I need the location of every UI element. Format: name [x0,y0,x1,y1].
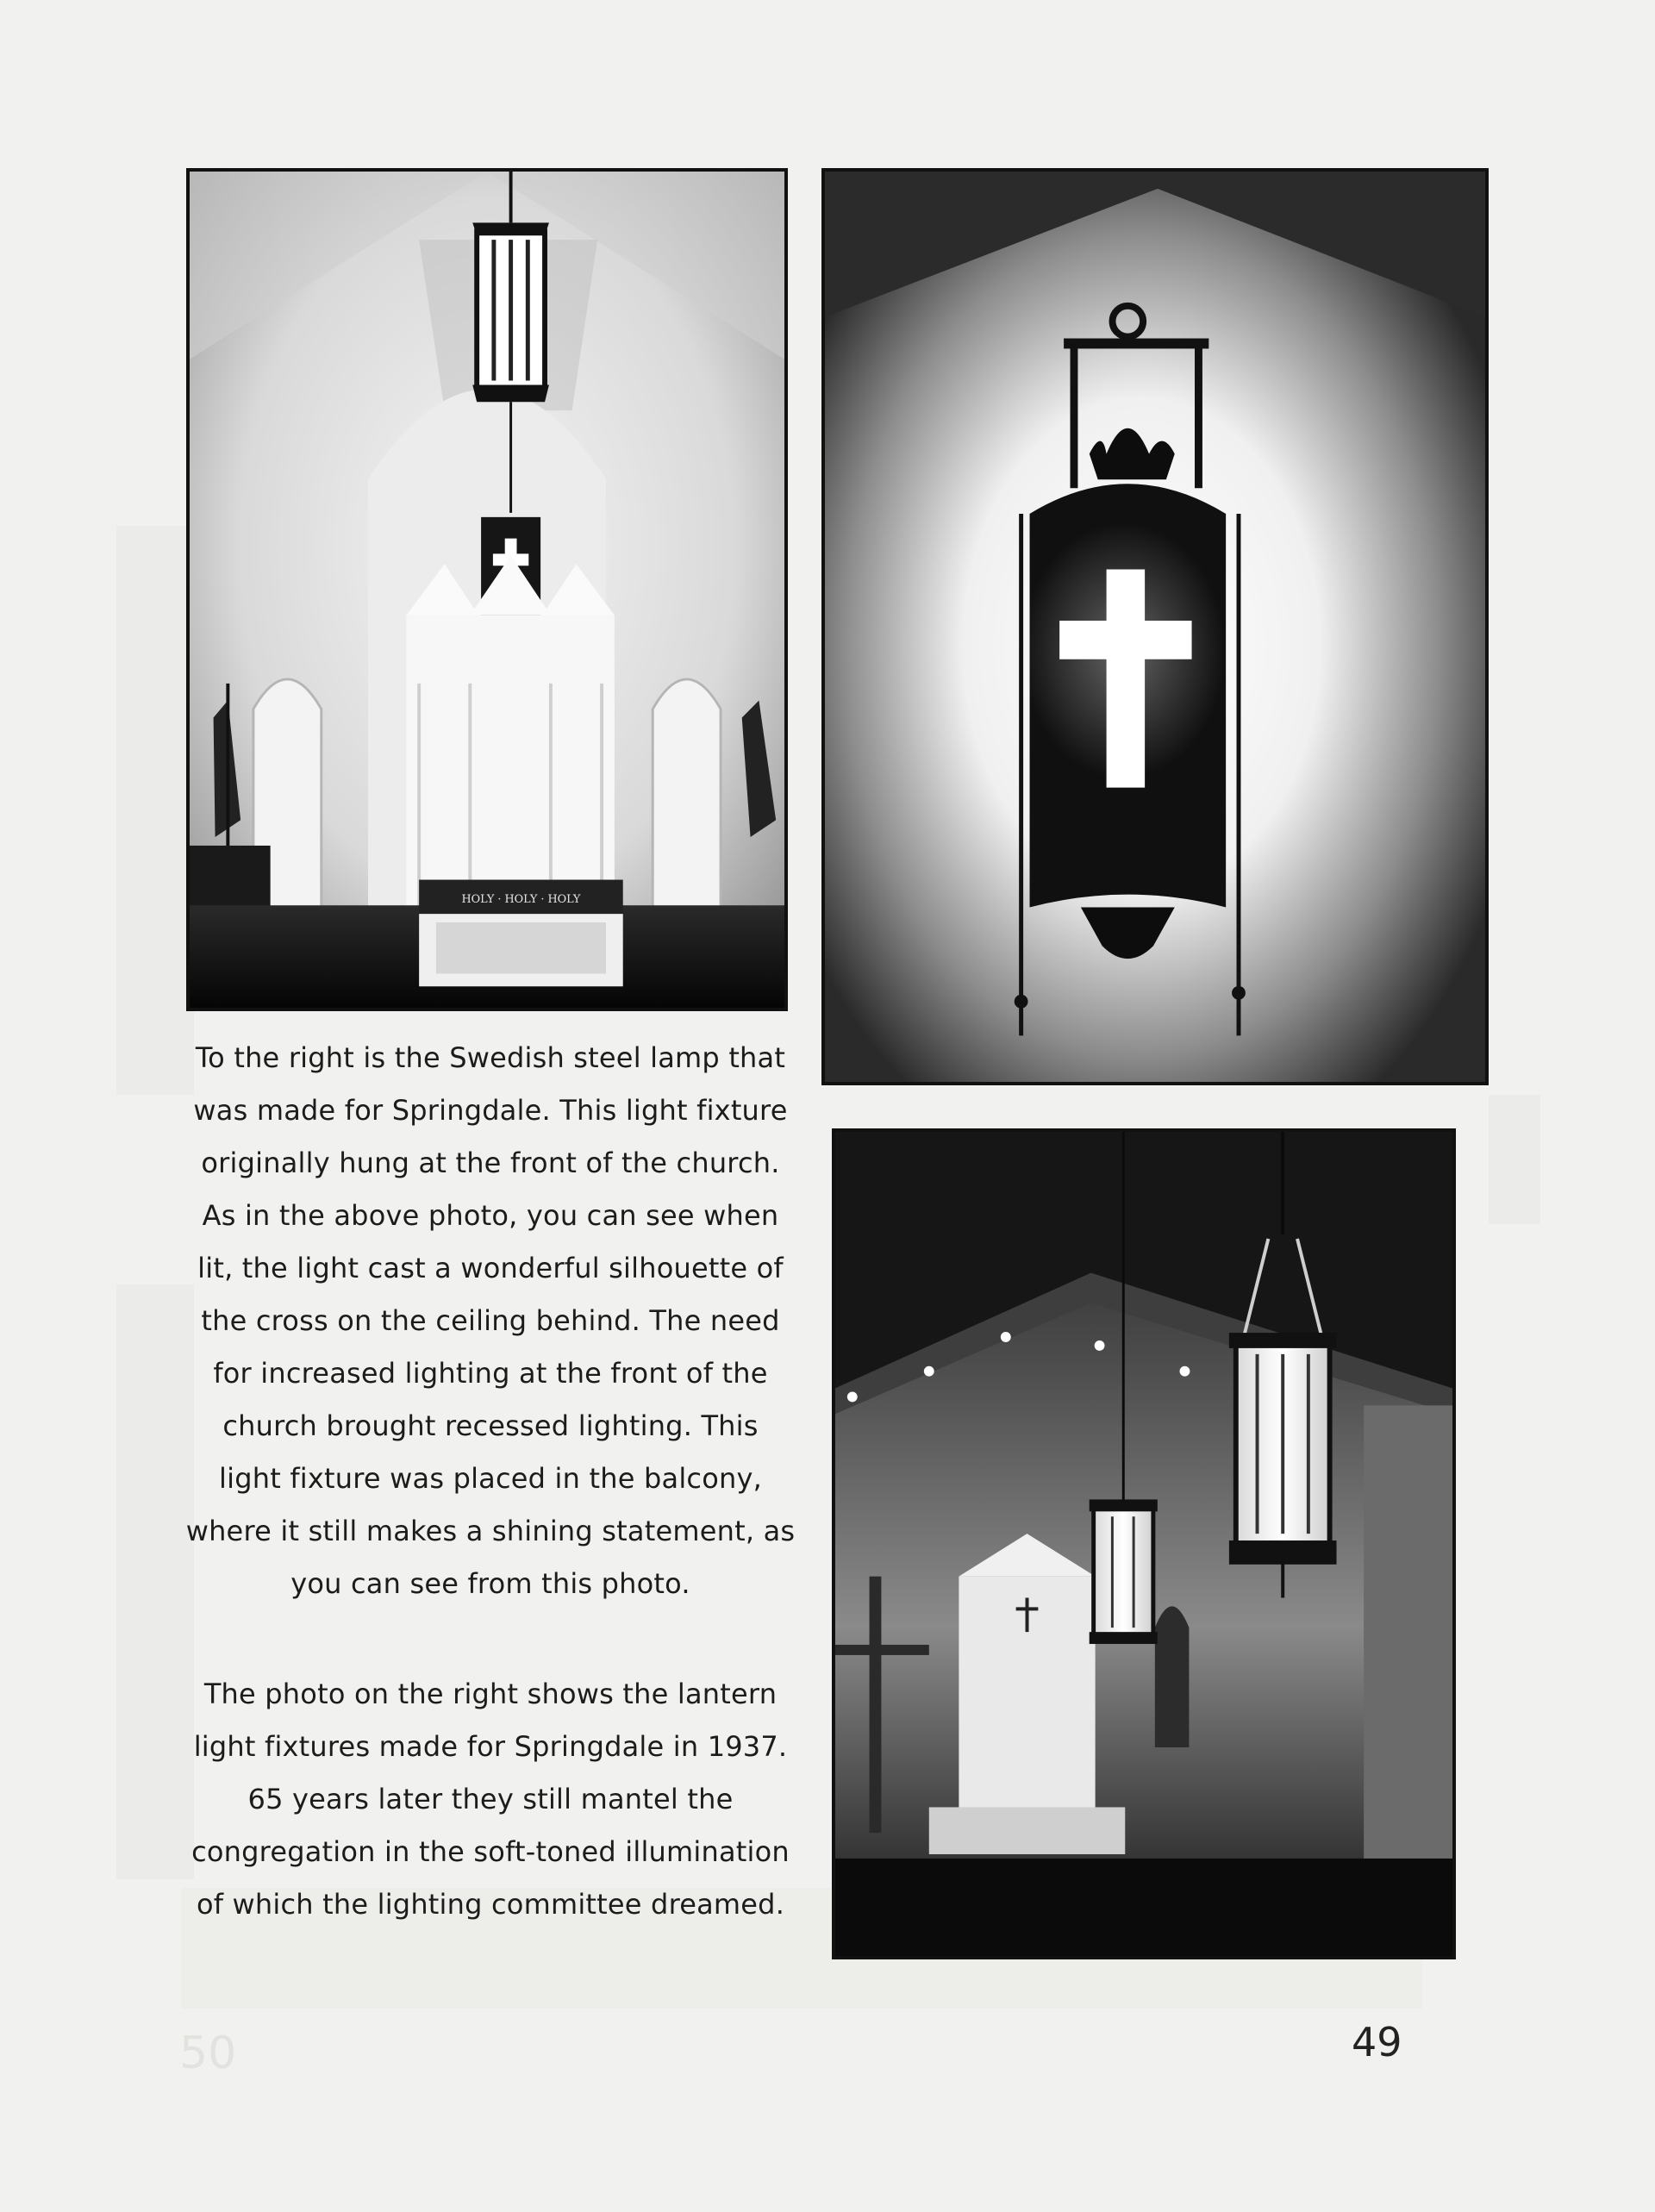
bleed-through-block [116,526,194,1095]
bleed-through-block [116,1284,194,1879]
caption-line: for increased lighting at the front of the [213,1357,768,1390]
swedish-lamp-photo [821,168,1489,1085]
caption-swedish-lamp [184,1032,796,1610]
caption-line: 65 years later they still mantel the [247,1783,734,1815]
caption-line: lit, the light cast a wonderful silhouette of [197,1252,784,1284]
reverse-page-number: 50 [179,2028,237,2079]
caption-line: was made for Springdale. This light fixture [193,1094,788,1127]
caption-line: of which the lighting committee dreamed. [196,1888,785,1921]
caption-lantern-fixtures [184,1668,796,1931]
caption-line: As in the above photo, you can see when [202,1199,779,1232]
caption-line: where it still makes a shining statement, as [185,1515,796,1547]
caption-line: the cross on the ceiling behind. The need [201,1304,780,1337]
page-number: 49 [1352,2019,1402,2065]
bleed-through-block [1489,1095,1540,1224]
caption-line: originally hung at the front of the church. [201,1147,780,1179]
caption-line: church brought recessed lighting. This [222,1409,759,1442]
altar-sign: HOLY · HOLY · HOLY [461,893,581,907]
caption-line: To the right is the Swedish steel lamp that [195,1041,786,1074]
lantern-fixtures-photo [832,1128,1456,1959]
caption-line: The photo on the right shows the lantern [203,1678,778,1710]
caption-line: you can see from this photo. [290,1567,690,1600]
caption-line: light fixture was placed in the balcony, [219,1462,762,1495]
caption-line: light fixtures made for Springdale in 1937. [193,1730,788,1763]
caption-line: congregation in the soft-toned illumination [191,1835,790,1868]
altar-photo [186,168,788,1011]
